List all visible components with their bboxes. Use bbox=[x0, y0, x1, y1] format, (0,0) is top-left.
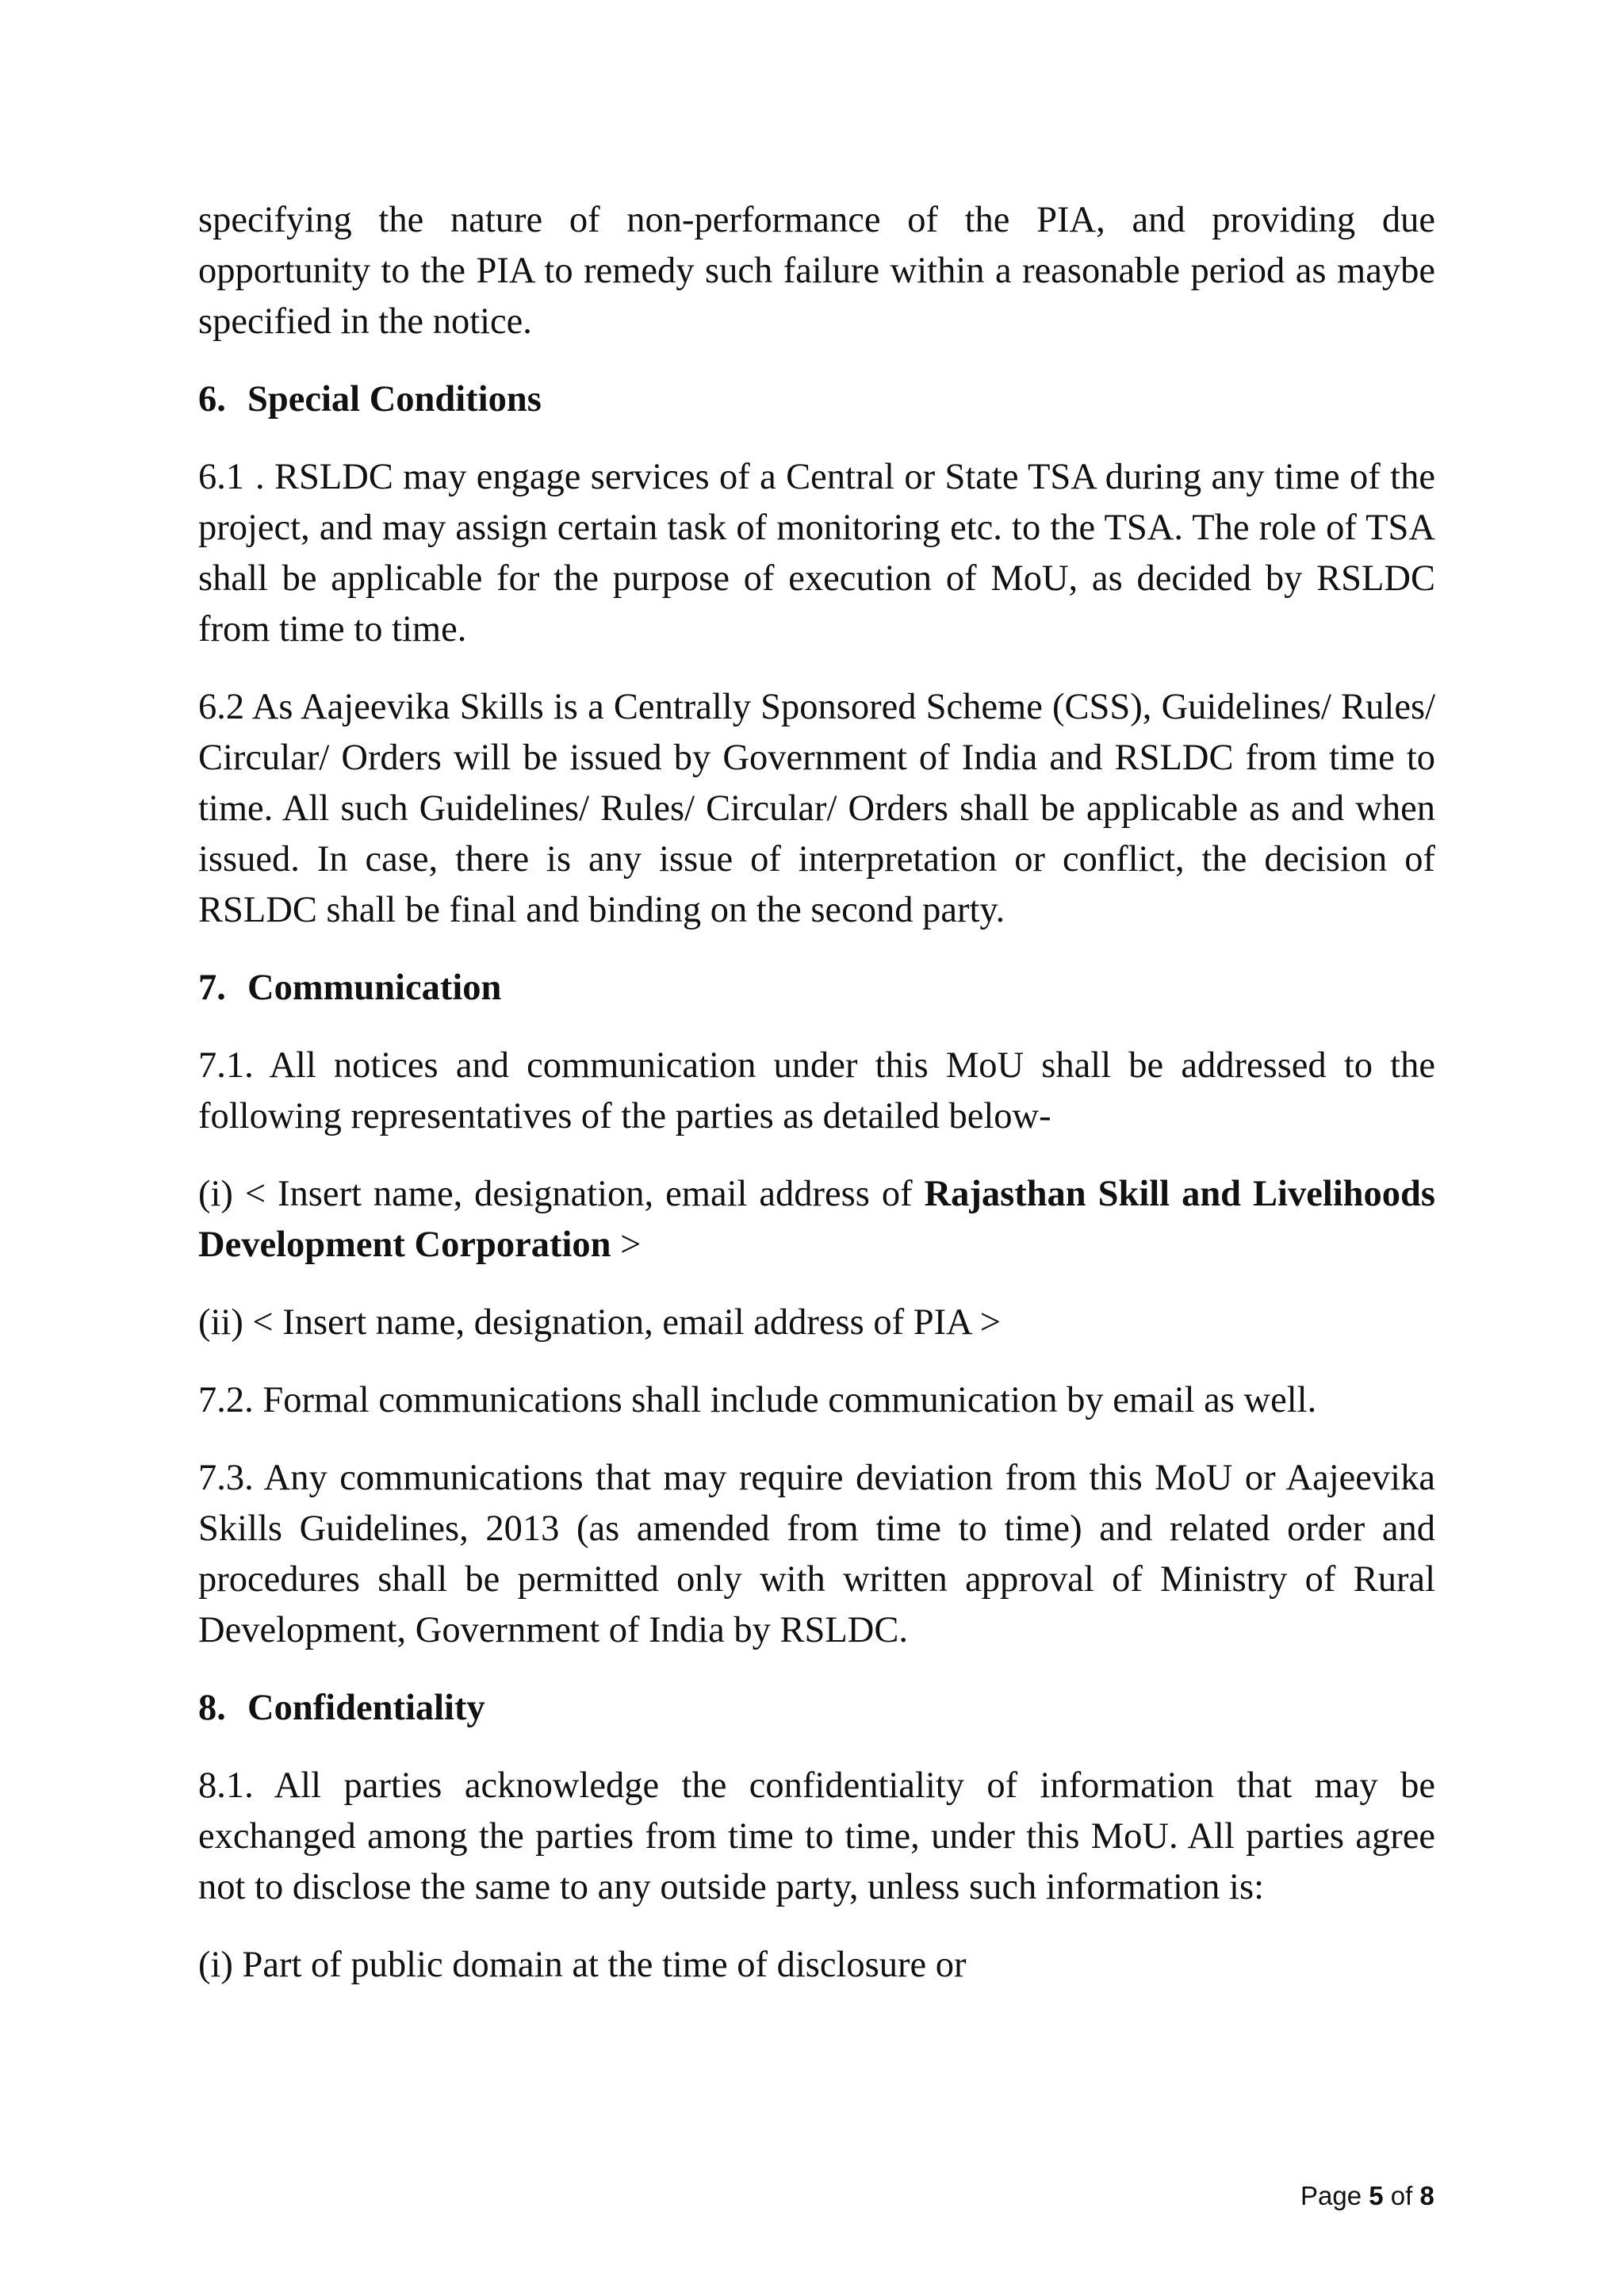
item-i-organization: Rajasthan Skill and Livelihoods Development Corporation bbox=[198, 1174, 1435, 1265]
section-6-heading bbox=[198, 374, 1435, 425]
document-body bbox=[198, 195, 1435, 2018]
clause-7-1-item-i bbox=[198, 1169, 1435, 1271]
page-total: 8 bbox=[1419, 2181, 1434, 2210]
clause-7-1-item-ii: (ii) < Insert name, designation, email address of PIA > bbox=[198, 1302, 1001, 1343]
section-6-number: 6. bbox=[198, 379, 226, 420]
clause-6-1-text: . RSLDC may engage services of a Central or State TSA during any time of the project, and may assign certain task of monitoring etc. to the TSA. The role of TSA shall be applicable for the purpose of execution of MoU, as decided by RSLDC from time to time. bbox=[198, 457, 1435, 650]
clause-8-1: 8.1. All parties acknowledge the confidentiality of information that may be exchanged among the parties from time to time, under this MoU. All parties agree not to disclose the same to any outside party, unless such information is: bbox=[198, 1765, 1435, 1907]
section-8-heading bbox=[198, 1683, 1435, 1734]
page-number bbox=[1300, 2180, 1434, 2212]
section-7-title: Communication bbox=[247, 968, 502, 1008]
section-6-title: Special Conditions bbox=[247, 379, 542, 420]
section-7-heading bbox=[198, 963, 1435, 1014]
clause-6-2: 6.2 As Aajeevika Skills is a Centrally Sponsored Scheme (CSS), Guidelines/ Rules/ Circular/ Orders will be issued by Government of India and RSLDC from time to time. All such Guidelines/ Rules/ Circular/ Orders shall be applicable as and when issued. In case, there is any issue of interpretation or conflict, the decision of RSLDC shall be final and binding on the second party. bbox=[198, 687, 1435, 930]
item-i-prefix: (i) < Insert name, designation, email address of bbox=[198, 1174, 925, 1214]
clause-8-1-item-i: (i) Part of public domain at the time of disclosure or bbox=[198, 1945, 967, 1985]
section-8-title: Confidentiality bbox=[247, 1688, 485, 1728]
clause-7-1: 7.1. All notices and communication under this MoU shall be addressed to the following representatives of the parties as detailed below- bbox=[198, 1045, 1435, 1137]
clause-7-2: 7.2. Formal communications shall include communication by email as well. bbox=[198, 1380, 1317, 1420]
page-label: Page bbox=[1300, 2181, 1362, 2210]
clause-6-1-number: 6.1 bbox=[198, 457, 245, 497]
intro-paragraph: specifying the nature of non-performance of the PIA, and providing due opportunity to the PIA to remedy such failure within a reasonable period as maybe specified in the notice. bbox=[198, 200, 1435, 342]
section-8-number: 8. bbox=[198, 1688, 226, 1728]
item-i-suffix: > bbox=[611, 1225, 642, 1265]
clause-6-1 bbox=[198, 452, 1435, 655]
clause-7-3: 7.3. Any communications that may require deviation from this MoU or Aajeevika Skills Guidelines, 2013 (as amended from time to time) and related order and procedures shall be permitted only with written approval of Ministry of Rural Development, Government of India by RSLDC. bbox=[198, 1458, 1435, 1650]
of-label: of bbox=[1390, 2181, 1413, 2210]
section-7-number: 7. bbox=[198, 968, 226, 1008]
page-current: 5 bbox=[1369, 2181, 1384, 2210]
